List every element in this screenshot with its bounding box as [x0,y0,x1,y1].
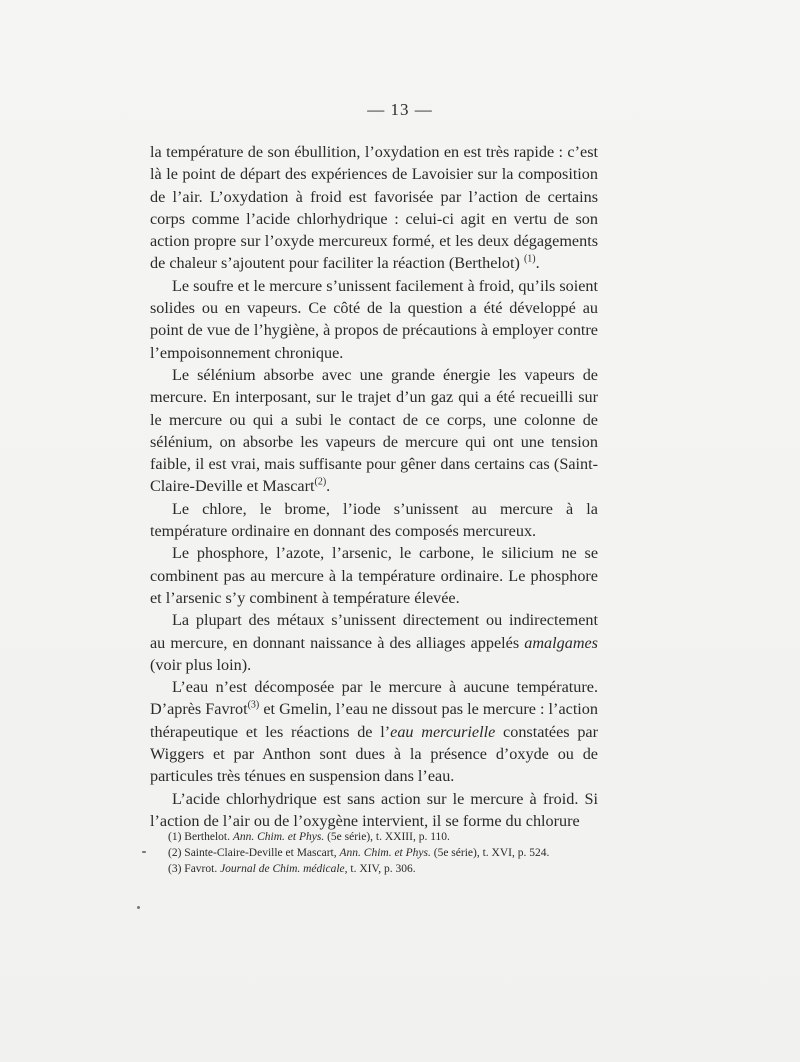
paragraph-6: La plupart des métaux s’unissent directement ou indirectement au mercure, en donnant naissance à des alliages appelés amalgames (voir plus loin). [150,611,598,674]
paper-speck [142,851,146,853]
term-eau-mercurielle: eau mercurielle [390,722,496,741]
paragraph-7: L’eau n’est décomposée par le mercure à aucune température. D’après Favrot$^{(3)}$ et Gmelin, l’eau ne dissout pas le mercure : l’action thérapeutique et les réactions de l’eau mercurielle constatées par Wiggers et par Anthon sont dues à la présence d’oxyde ou de particules très ténues en suspension dans l’eau. [150,678,598,786]
footnote-ref-2[interactable]: (2) [314,477,327,489]
footnote-ref-3[interactable]: (3) [247,700,260,712]
paper-speck [137,906,140,909]
footnotes [150,829,598,877]
paragraph-8: L’acide chlorhydrique est sans action sur le mercure à froid. Si l’action de l’air ou de l’oxygène intervient, il se forme du chlorure [150,789,598,830]
page-number: — 13 — [367,100,433,119]
footnote-3: (3) Favrot. Journal de Chim. médicale, t. XIV, p. 306. [168,863,416,875]
paragraph-4: Le chlore, le brome, l’iode s’unissent au mercure à la température ordinaire en donnant des composés mercureux. [150,499,598,541]
body-text [150,141,598,832]
paragraph-2: Le soufre et le mercure s’unissent facilement à froid, qu’ils soient solides ou en vapeurs. Ce côté de la question a été développé au point de vue de l’hygiène, à propos de précautions à employer contre l’empoisonnement chronique. [150,276,598,362]
footnote-1: (1) Berthelot. Ann. Chim. et Phys. (5e série), t. XXIII, p. 110. [168,831,450,843]
term-amalgames: amalgames [524,633,598,652]
paragraph-5: Le phosphore, l’azote, l’arsenic, le carbone, le silicium ne se combinent pas au mercure à la température ordinaire. Le phosphore et l’arsenic s’y combinent à température élevée. [150,544,598,607]
footnote-ref-1[interactable]: (1) [523,254,536,266]
paragraph-3: Le sélénium absorbe avec une grande énergie les vapeurs de mercure. En interposant, sur le trajet d’un gaz qui a été recueilli sur le mercure ou qui a subi le contact de ce corps, une colonne de sélénium, on absorbe les vapeurs de mercure qui ont une tension faible, il est vrai, mais suffisante pour gêner dans certains cas (Saint-Claire-Deville et Mascart$^{(2)}$. [150,365,598,496]
paragraph-1: la température de son ébullition, l’oxydation en est très rapide : c’est là le point de départ des expériences de Lavoisier sur la composition de l’air. L’oxydation à froid est favorisée par l’action de certains corps comme l’acide chlorhydrique : celui-ci agit en vertu de son action propre sur l’oxyde mercureux formé, et les deux dégagements de chaleur s’ajoutent pour faciliter la réaction (Berthelot) $^{(1)}$. [150,143,598,273]
footnote-2: (2) Sainte-Claire-Deville et Mascart, Ann. Chim. et Phys. (5e série), t. XVI, p. 524. [168,847,550,859]
